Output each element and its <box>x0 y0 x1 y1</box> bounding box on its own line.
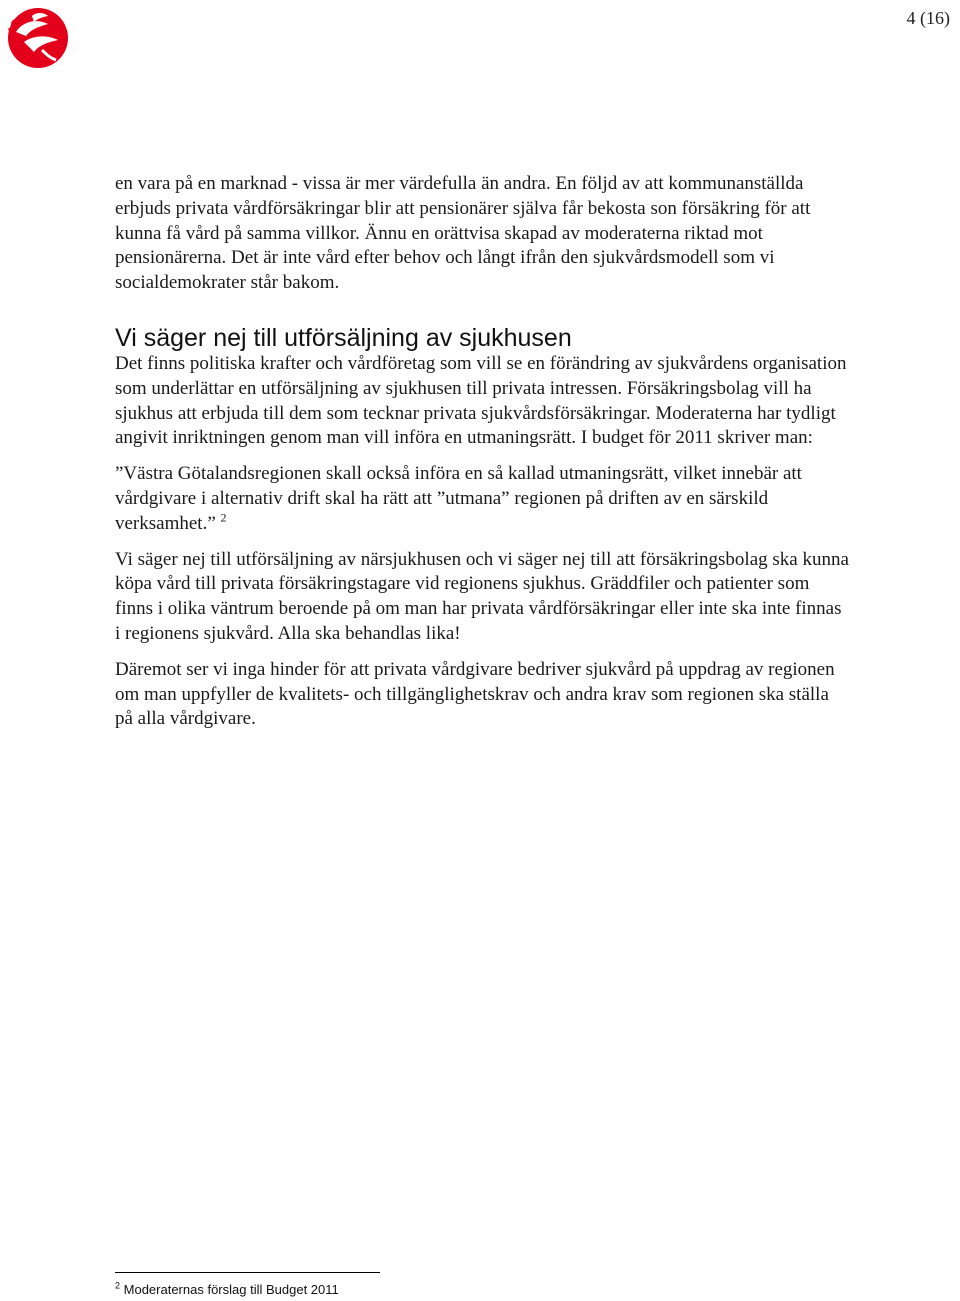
footnote-number: 2 <box>115 1280 121 1291</box>
intro-paragraph: en vara på en marknad - vissa är mer värdefulla än andra. En följd av att kommunanställda erbjuds privata vårdförsäkringar blir att pensionärer själva får bekosta son försäkring för att kunna få vård på samma villkor. Ännu en orättvisa skapad av moderaterna riktad mot pensionärerna. Det är inte vård efter behov och långt ifrån den sjukvårdsmodell som vi socialdemokrater står bakom. <box>115 173 811 294</box>
party-rose-logo-icon <box>2 2 72 72</box>
body-paragraph-1: Det finns politiska krafter och vårdföretag som vill se en förändring av sjukvårdens organisation som underlättar en utförsäljning av sjukhusen till privata intressen. Försäkringsbolag vill ha sjukhus att erbjuda till dem som tecknar privata sjukvårdsförsäkringar. Moderaterna har tydligt angivit inriktningen genom man vill införa en utmaningsrätt. I budget för 2011 skriver man: <box>115 352 847 449</box>
footnote-reference[interactable]: 2 <box>220 510 227 525</box>
footnote <box>115 1282 339 1297</box>
body-paragraph-3: Däremot ser vi inga hinder för att privata vårdgivare bedriver sjukvård på uppdrag av regionen om man uppfyller de kvalitets- och tillgänglighetskrav och andra krav som regionen ska ställa på alla vårdgivare. <box>115 658 835 730</box>
section-heading: Vi säger nej till utförsäljning av sjukhusen <box>115 323 572 352</box>
footnote-text: Moderaternas förslag till Budget 2011 <box>123 1282 339 1297</box>
budget-quote <box>115 462 850 536</box>
page-number: 4 (16) <box>906 8 950 28</box>
quote-text: ”Västra Götalandsregionen skall också införa en så kallad utmaningsrätt, vilket innebär att vårdgivare i alternativ drift skal ha rätt att ”utmana” regionen på driften av en särskild verksamhet.” <box>115 463 802 534</box>
footnote-divider <box>115 1272 380 1273</box>
body-paragraph-2: Vi säger nej till utförsäljning av närsjukhusen och vi säger nej till att försäkringsbolag ska kunna köpa vård till privata försäkringstagare vid regionens sjukhus. Gräddfiler och patienter som finns i olika väntrum beroende på om man har privata vårdförsäkringar eller inte ska inte finnas i regionens sjukvård. Alla ska behandlas lika! <box>115 548 849 644</box>
document-body <box>115 172 850 743</box>
